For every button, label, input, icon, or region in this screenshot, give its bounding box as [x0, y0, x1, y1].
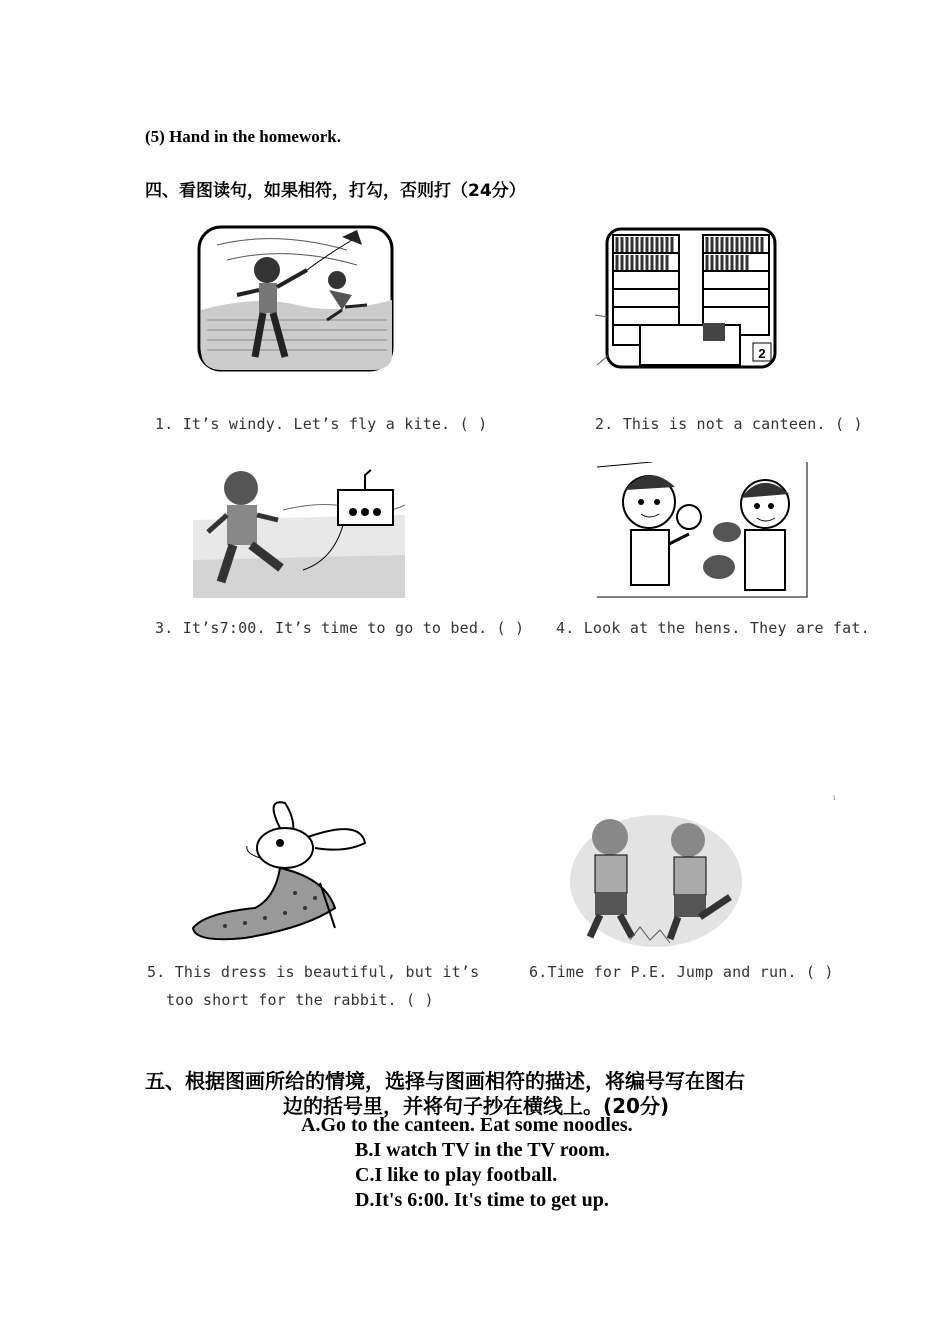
pe-running-picture [570, 815, 762, 948]
option-b: B.I watch TV in the TV room. [355, 1139, 610, 1161]
question-four: 4. Look at the hens. They are fat. [556, 619, 870, 637]
option-a: A.Go to the canteen. Eat some noodles. [301, 1114, 633, 1136]
hens-picture [597, 462, 809, 598]
rabbit-dress-picture [185, 798, 375, 945]
option-d: D.It's 6:00. It's time to get up. [355, 1189, 609, 1211]
question-one: 1. It’s windy. Let’s fly a kite. ( ) [155, 415, 488, 433]
question-two: 2. This is not a canteen. ( ) [595, 415, 863, 433]
section-five-title-line-two: 边的括号里，并将句子抄在横线上。(20分) [283, 1094, 670, 1118]
question-six: 6.Time for P.E. Jump and run. ( ) [529, 963, 834, 981]
picture-number-label: 2 [758, 346, 766, 361]
running-boy-picture [193, 460, 405, 598]
section-five-title-line-one: 五、根据图画所给的情境，选择与图画相符的描述，将编号写在图右 [145, 1069, 745, 1093]
question-five-line-two: too short for the rabbit. ( ) [166, 991, 434, 1009]
option-c: C.I like to play football. [355, 1164, 558, 1186]
question-five-line-one: 5. This dress is beautiful, but it’s [147, 963, 480, 981]
kite-picture [197, 225, 394, 372]
stray-mark: ι [833, 792, 836, 802]
homework-item: (5) Hand in the homework. [145, 127, 341, 146]
section-four-title: 四、看图读句，如果相符，打勾，否则打（24分） [145, 181, 526, 201]
question-three: 3. It’s7:00. It’s time to go to bed. ( ) [155, 619, 525, 637]
library-picture [595, 225, 780, 372]
